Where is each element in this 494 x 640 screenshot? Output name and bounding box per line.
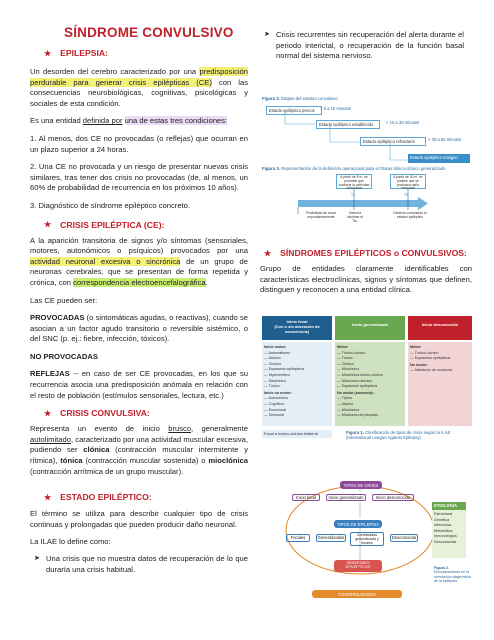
page-title: SÍNDROME CONVULSIVO (64, 25, 234, 40)
text: con las consecuencias neurobiológicas, cognitivas, psicológicas y sociales de esta condición. (30, 77, 249, 108)
etiologia-item: Desconocida (434, 539, 456, 544)
classification-item: — Típica (337, 396, 352, 401)
no-provocadas: NO PROVOCADAS (30, 351, 98, 361)
heading-estado (44, 492, 248, 502)
text: A la aparición transitoria de signos y/o síntomas (sensoriales, motores, autonómicos o psíquicos) provocados por una (30, 235, 248, 256)
text: Es una entidad (30, 116, 83, 126)
classification-item: — Alteración de conducta (410, 368, 453, 373)
text: , generalmente (191, 424, 248, 434)
framework-caption (434, 566, 472, 584)
sindromes-definition: Grupo de entidades claramente identificables con características electroclínicas, signos y síntomas que definen, distinguen y reconocen a una entidad clínica. (260, 264, 472, 295)
classification-item: — Hipercinético (264, 372, 291, 377)
classification-item: Inicio no motor: (264, 390, 292, 395)
diagnostic-framework-figure (282, 478, 472, 610)
caption-text: Etapas del estatus convulsivo (279, 96, 338, 101)
heading-text: EPILEPSIA: (60, 48, 108, 58)
bold-text: clónica (83, 445, 110, 455)
heading-epilepsia (44, 48, 248, 58)
star-icon: ★ (264, 248, 272, 258)
stage-3: Estado epiléptico refractario (360, 137, 426, 146)
etiologia-list (434, 512, 466, 545)
text: (contracción muscular intermitente y rítmica), (30, 445, 248, 466)
text: de un grupo de neuronas cerebrales, que se presentan de forma repetida y crónica, con (30, 256, 248, 287)
arrow-bullet-icon: ➤ (34, 555, 40, 562)
convulsiva-definition (30, 424, 248, 477)
star-icon: ★ (44, 220, 52, 230)
etiologia-item: Genética (434, 517, 450, 522)
sindromes-box: SÍNDROMES EPILÉPTICOS (334, 560, 382, 572)
epilepsia-definition (30, 67, 248, 109)
heading-sindromes (264, 248, 472, 258)
classification-item: — Tónico-clónico (410, 350, 439, 355)
column-focal (262, 342, 332, 426)
header-focal: Inicio focal (Con o sin alteración de consciencia) (262, 316, 332, 340)
text: Un desorden del cerebro caracterizado por una (30, 67, 200, 76)
highlight: una de estas tres condiciones: (124, 116, 228, 126)
caption-title: Figura 2. (434, 566, 449, 570)
condition-3: 3. Diagnóstico de síndrome epiléptico concreto. (30, 200, 190, 210)
row1-desconocido: Inicio desconocido (372, 494, 414, 501)
classification-item: — Sensorial (264, 413, 285, 418)
classification-item: — Automatismo (264, 350, 291, 355)
classification-item: Motor: (337, 345, 349, 349)
fig3-box-2: A partir de 30 m. es posible que se produzca daño neuronal (390, 174, 426, 189)
classification-item: No motor: (410, 362, 428, 367)
estado-definition: El término se utiliza para describir cualquier tipo de crisis continuas y prolongadas que pueden producir daño neuronal. (30, 509, 248, 529)
underlined-text: definida por (82, 116, 123, 126)
sindromes-section (260, 248, 472, 296)
star-icon: ★ (44, 48, 52, 58)
ilae-classification-figure (262, 316, 472, 448)
caption-title: Figura 1. (346, 430, 364, 435)
epilepsia-conditions-intro (30, 116, 248, 127)
focal-bilateral-label: Focal a tónico-clónica bilateral (262, 430, 332, 438)
stage-1: Estado epiléptico precoz (266, 106, 322, 115)
header-generalizado: Inicio generalizado (335, 316, 405, 340)
classification-item: — Emocional (264, 407, 286, 412)
crisis-definition (30, 236, 248, 289)
stage-3-time: > 30 a 60 minutos (428, 137, 462, 142)
heading-convulsiva (44, 408, 248, 418)
right-column (260, 0, 472, 62)
highlight: predisposición perdurable para generar crisis epilépticas (CE) (30, 67, 248, 87)
text: Representa un evento de inicio (30, 424, 169, 434)
etiologia-box: ETIOLOGÍA (432, 502, 466, 510)
row2-combinadas: Combinadas generalizada y focales (350, 532, 384, 546)
heading-text: ESTADO EPILÉPTICO: (60, 492, 152, 503)
classification-item: — Mioclónica (337, 407, 360, 412)
heading-crisis (44, 220, 248, 230)
timeline-note-1: Posibilidad de cesar espontáneamente (305, 211, 337, 219)
highlight: actividad neuronal excesiva o sincrónica (30, 256, 181, 266)
text: (o sintomáticas agudas, o reactivas), cuando se asocian a un factor agudo transitorio o reversible sistémico, o del SNC (p. ej.: fiebre, infección, tóxicos). (30, 313, 248, 344)
text: , caracterizado por una actividad muscular excesiva, pudiendo ser (30, 434, 248, 455)
row1-focal: Inicio focal (292, 494, 320, 501)
text: . (205, 277, 208, 287)
fig3-box-1: A partir de 5 m. es probable que continúe la actividad convulsiva (336, 174, 372, 189)
ilae-bullet-2 (260, 30, 472, 62)
etiologia-item: Inmunológica (434, 534, 457, 538)
timeline-note-3: Debería controlarse el estatus epiléptico (393, 211, 427, 219)
classification-item: — Clónico (337, 361, 355, 366)
header-desconocido: Inicio desconocido (408, 316, 472, 340)
row2-generalizadas: Generalizadas (317, 535, 345, 540)
heading-text: CRISIS EPILÉPTICA (CE): (60, 219, 165, 230)
classification-item: — Clónico (264, 361, 282, 366)
bold-text: mioclónica (208, 456, 249, 466)
etiologia-item: Estructural (434, 512, 453, 516)
classification-item: — Espasmos epilépticos (337, 384, 378, 389)
timeline-axis (260, 96, 472, 236)
classification-item: — Mioclónico (264, 378, 287, 383)
star-icon: ★ (44, 408, 52, 418)
caption-title: Figura 3. (262, 166, 280, 171)
left-column (30, 0, 248, 575)
classification-item: — Atípica (337, 401, 353, 406)
status-figures (260, 96, 472, 236)
arrow-bullet-icon: ➤ (264, 31, 270, 38)
tipos-crisis-box: TIPOS DE CRISIS (340, 481, 382, 489)
t2-label: T2 (404, 193, 409, 197)
caption-text: Encuadramiento en la orientación diagnóstica de la epilepsia. (434, 570, 471, 584)
axis-zero: 0 (296, 200, 298, 204)
etiologia-item: Infecciosa (434, 523, 452, 527)
provocadas (30, 313, 248, 345)
t1-label: T1 (351, 193, 356, 197)
ilae-bullet-1 (30, 554, 248, 575)
bold-text: PROVOCADAS (30, 313, 85, 323)
etiologia-item: Metabólica (434, 528, 453, 533)
tipos-epilepsia-box: TIPOS DE EPILEPSIA (334, 520, 382, 528)
classification-item: — Tónico-clónico (337, 350, 366, 355)
caption-title: Figura 2. (262, 96, 280, 101)
star-icon: ★ (44, 492, 52, 502)
heading-text: CRISIS CONVULSIVA: (60, 408, 150, 419)
fig1-caption (346, 430, 472, 441)
classification-item: — Atónico (264, 356, 281, 361)
classification-item: — Mioclonía del párpado (337, 413, 378, 418)
classification-item: — Tónico (264, 384, 280, 389)
row2-desconocida: Desconocida (391, 535, 417, 540)
condition-1: 1. Al menos, dos CE no provocadas (o reflejas) que ocurran en un plazo superior a 24 horas. (30, 133, 248, 154)
timeline-note-2: Debería iniciarse el Tto. (346, 211, 364, 223)
caption-text: Representación de la definición operacional para el Status tónico-clónico generalizado (279, 166, 446, 171)
text: -- en caso de ser CE provocadas, en los que su recurrencia asocia una predisposición anómala en relación con el resto de población (estímulos sensoriales, lectura, etc.) (30, 369, 248, 400)
underlined-text: autolimitado (30, 434, 71, 444)
classification-item: Inicio motor: (264, 345, 287, 349)
row2-focales: Focales (286, 534, 310, 542)
bullet-text: Una crisis que no muestra datos de recuperación de lo que duraría una crisis habitual. (46, 554, 248, 574)
highlight: correspondencia electroencefalográfica (73, 277, 206, 287)
classification-item: — Tónico (337, 356, 353, 361)
classification-item: — Mioclónico-tónico-clónico (337, 372, 383, 377)
reflejas (30, 369, 248, 401)
condition-2: 2. Una CE no provocada y un riesgo de presentar nuevas crisis similares, tras tener dos crisis no provocadas (de, al menos, un 60% de probabilidad de recurrencia en los próximos 10 años). (30, 162, 248, 193)
column-desconocido (408, 342, 472, 426)
classification-item: Motor: (410, 345, 422, 349)
stage-1-time: > 5 a 10 minutos (320, 106, 352, 111)
bold-text: REFLEJAS (30, 369, 70, 379)
row1-generalizado: Inicio generalizado (326, 494, 366, 501)
classification-item: — Mioclónico (337, 367, 360, 372)
stage-2-time: > 10 a 30 minutos (386, 120, 420, 125)
heading-text: SÍNDROMES EPILÉPTICOS o CONVULSIVOS: (280, 248, 467, 258)
column-generalizado (335, 342, 405, 426)
bullet-text: Crisis recurrentes sin recuperación del alerta durante el periodo interictal, o recuperación de la función basal normal del sistema nervioso. (276, 30, 464, 61)
underlined-text: brusco (168, 424, 192, 434)
text: (contracción arrítmica de un grupo muscular). (30, 466, 184, 476)
classification-item: — Cognitivo (264, 401, 285, 406)
text: (contracción muscular sostenida) o (82, 456, 209, 466)
classification-item: — Autonómico (264, 396, 288, 401)
comorbilidades-box: COMORBILIDADES (312, 590, 402, 598)
stage-4: Estado epiléptico maligno (408, 154, 470, 163)
stage-2: Estado epiléptico establecido (316, 120, 380, 129)
classification-item: — Espasmos epilépticos (264, 367, 305, 372)
caption-text: Clasificación de tipos de crisis según la ILAE (International League Against Epilepsy) (346, 430, 451, 441)
crisis-types-intro: Las CE pueden ser: (30, 295, 98, 305)
classification-item: No motor (ausencia): (337, 390, 374, 395)
ilae-intro: La ILAE lo define como: (30, 537, 111, 547)
classification-item: — Espasmos epilépticos (410, 356, 451, 361)
bold-text: tónica (60, 456, 83, 466)
classification-item: — Mioclónico-atónico (337, 378, 373, 383)
